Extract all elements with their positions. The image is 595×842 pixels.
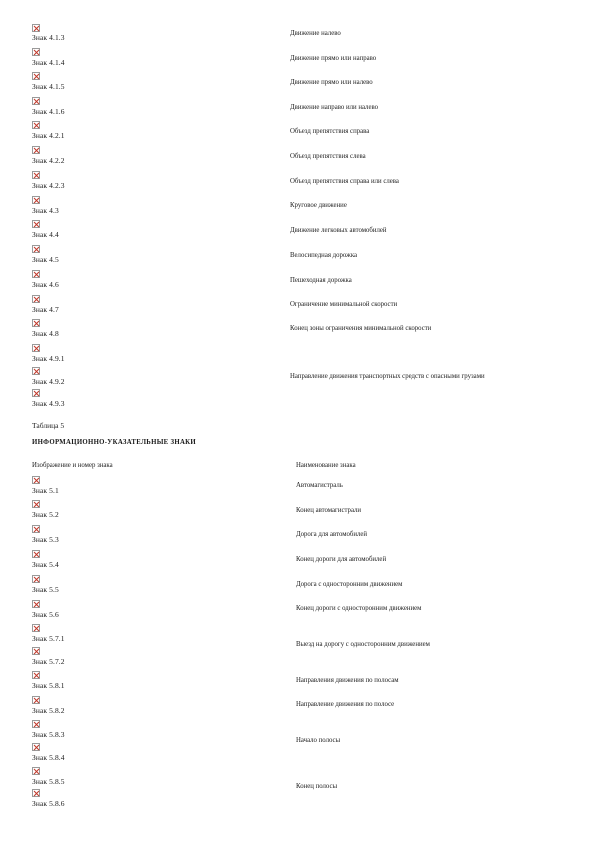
sign-code: Знак 5.8.6 [32,799,65,808]
sign-code: Знак 4.5 [32,255,59,264]
sign-code: Знак 5.8.5 [32,777,65,786]
sign-name: Направление движения по полосе [296,701,395,708]
sign-image-icon [32,696,40,704]
sign-image-icon [32,270,40,278]
sign-code: Знак 4.1.4 [32,58,65,67]
sign-image-icon [32,72,40,80]
sign-name: Движение прямо или налево [290,79,373,86]
sign-code: Знак 5.2 [32,510,59,519]
sign-name: Круговое движение [290,202,347,209]
sign-name: Выезд на дорогу с односторонним движением [296,641,430,648]
sign-image-icon [32,550,40,558]
sign-image-icon [32,647,40,655]
sign-code: Знак 5.8.1 [32,681,65,690]
sign-image-icon [32,389,40,397]
sign-name: Конец дороги с односторонним движением [296,605,422,612]
sign-name: Конец полосы [296,783,338,790]
sign-code: Знак 4.7 [32,305,59,314]
sign-code: Знак 4.8 [32,329,59,338]
sign-code: Знак 5.8.3 [32,730,65,739]
sign-name: Движение налево [290,30,341,37]
sign-image-icon [32,220,40,228]
sign-code: Знак 4.1.6 [32,107,65,116]
sign-code: Знак 5.6 [32,610,59,619]
sign-image-icon [32,767,40,775]
sign-code: Знак 5.5 [32,585,59,594]
column-header-name: Наименование знака [296,462,356,469]
sign-name: Начало полосы [296,737,341,744]
sign-name: Объезд препятствия справа или слева [290,178,399,185]
sign-image-icon [32,720,40,728]
sign-code: Знак 4.1.5 [32,82,65,91]
sign-image-icon [32,48,40,56]
sign-code: Знак 4.1.3 [32,33,65,42]
sign-code: Знак 4.3 [32,206,59,215]
sign-code: Знак 4.2.3 [32,181,65,190]
sign-image-icon [32,575,40,583]
sign-code: Знак 5.8.4 [32,753,65,762]
sign-name: Объезд препятствия справа [290,128,370,135]
sign-image-icon [32,319,40,327]
sign-image-icon [32,171,40,179]
sign-code: Знак 4.6 [32,280,59,289]
sign-code: Знак 5.4 [32,560,59,569]
sign-image-icon [32,367,40,375]
sign-name: Конец автомагистрали [296,507,362,514]
table-caption: Таблица 5 [32,421,65,430]
column-header-image-number: Изображение и номер знака [32,462,113,469]
sign-image-icon [32,344,40,352]
sign-name: Дорога для автомобилей [296,531,368,538]
sign-image-icon [32,245,40,253]
sign-name: Велосипедная дорожка [290,252,358,259]
sign-name: Пешеходная дорожка [290,277,352,284]
sign-name: Движение направо или налево [290,104,379,111]
sign-code: Знак 5.8.2 [32,706,65,715]
sign-name: Конец зоны ограничения минимальной скорости [290,325,432,332]
sign-code: Знак 4.2.1 [32,131,65,140]
sign-code: Знак 4.9.3 [32,399,65,408]
sign-image-icon [32,789,40,797]
sign-image-icon [32,476,40,484]
sign-image-icon [32,624,40,632]
section-heading: ИНФОРМАЦИОННО-УКАЗАТЕЛЬНЫЕ ЗНАКИ [32,439,196,446]
sign-image-icon [32,525,40,533]
sign-name: Направление движения транспортных средств с опасными грузами [290,373,485,380]
sign-code: Знак 5.7.1 [32,634,65,643]
sign-code: Знак 4.2.2 [32,156,65,165]
sign-code: Знак 5.3 [32,535,59,544]
sign-name: Движение прямо или направо [290,55,377,62]
sign-image-icon [32,196,40,204]
sign-name: Направления движения по полосам [296,677,399,684]
sign-name: Дорога с односторонним движением [296,581,403,588]
sign-code: Знак 5.7.2 [32,657,65,666]
sign-name: Автомагистраль [296,482,343,489]
sign-name: Ограничение минимальной скорости [290,301,398,308]
sign-image-icon [32,671,40,679]
sign-image-icon [32,500,40,508]
sign-image-icon [32,295,40,303]
sign-name: Объезд препятствия слева [290,153,366,160]
sign-code: Знак 5.1 [32,486,59,495]
sign-image-icon [32,743,40,751]
sign-code: Знак 4.4 [32,230,59,239]
sign-name: Конец дороги для автомобилей [296,556,387,563]
sign-image-icon [32,121,40,129]
sign-image-icon [32,24,40,32]
sign-code: Знак 4.9.1 [32,354,65,363]
sign-image-icon [32,146,40,154]
sign-name: Движение легковых автомобилей [290,227,387,234]
sign-image-icon [32,97,40,105]
sign-code: Знак 4.9.2 [32,377,65,386]
sign-image-icon [32,600,40,608]
